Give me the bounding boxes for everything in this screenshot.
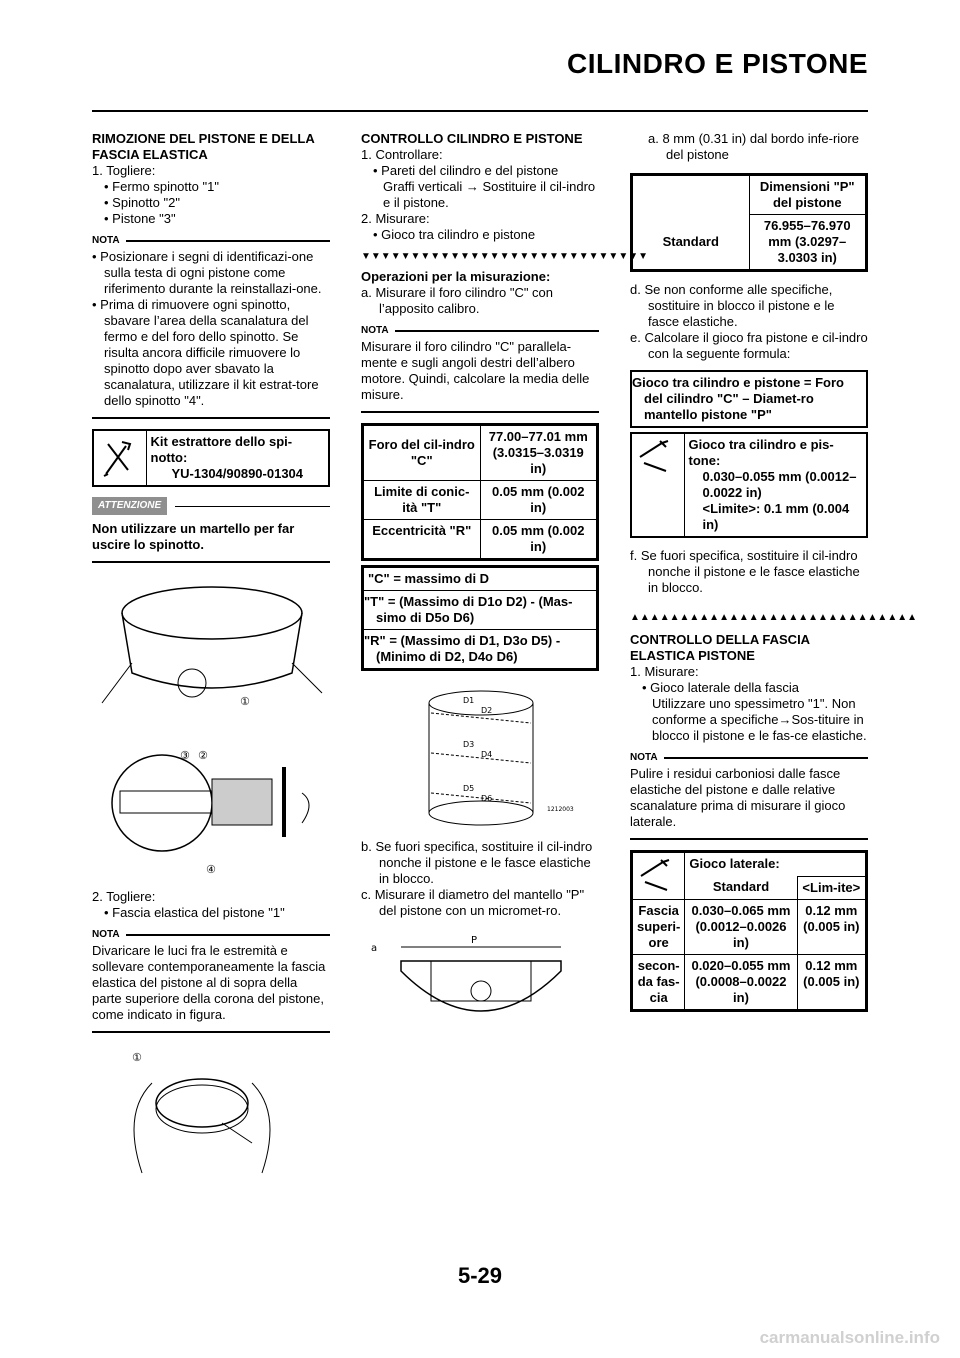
op-c: c. Misurare il diametro del mantello "P" del pistone con un micromet-ro. bbox=[361, 887, 585, 918]
list-item: • Gioco laterale della fascia bbox=[642, 680, 800, 695]
tool-name: Kit estrattore dello spi-notto: bbox=[150, 434, 293, 465]
figure-piston-ring bbox=[92, 1043, 330, 1183]
tool-table bbox=[92, 429, 330, 487]
op-d: d. Se non conforme alle specifiche, sostituire in blocco il pistone e le fasce elastiche. bbox=[630, 282, 835, 329]
clearance-title: Gioco tra cilindro e pis-tone: bbox=[688, 437, 834, 468]
svg-text:①: ① bbox=[240, 695, 250, 708]
nota-text: Misurare il foro cilindro "C" parallela-mente e sugli angoli destri dell’albero motore. Quindi, calcolare la media delle misure. bbox=[361, 339, 590, 402]
divider bbox=[92, 417, 330, 419]
divider bbox=[92, 1031, 330, 1033]
column-middle bbox=[361, 131, 649, 1061]
step-2: 2. Misurare: bbox=[361, 211, 430, 226]
fig-label: D3 bbox=[463, 740, 475, 749]
divider bbox=[92, 561, 330, 563]
triangle-separator: ▲▲▲▲▲▲▲▲▲▲▲▲▲▲▲▲▲▲▲▲▲▲▲▲▲▲▲▲▲ bbox=[630, 612, 918, 623]
svg-text:②: ② bbox=[198, 749, 208, 762]
list-item: • Fascia elastica del pistone "1" bbox=[104, 905, 285, 920]
op-b: b. Se fuori specifica, sostituire il cil-indro nonche il pistone e le fasce elastiche in blocco. bbox=[361, 839, 593, 886]
clearance-table bbox=[630, 432, 868, 538]
column-right bbox=[630, 131, 918, 1012]
fig-code: 1212003 bbox=[547, 806, 574, 813]
table-row: Eccentricità "R" 0.05 mm (0.002 in) bbox=[364, 520, 597, 559]
piston-spec-table bbox=[630, 173, 868, 272]
ops-heading: Operazioni per la misurazione: bbox=[361, 269, 551, 284]
op-f: f. Se fuori specifica, sostituire il cil-indro nonche il pistone e le fasce elastiche in blocco. bbox=[630, 548, 860, 595]
table-row: Dimensioni "P" del pistone bbox=[633, 176, 866, 215]
bore-spec-table bbox=[361, 423, 599, 561]
formula-box: Gioco tra cilindro e pistone = Foro del cilindro "C" – Diamet-ro mantello pistone "P" bbox=[630, 370, 868, 428]
fig-label: D5 bbox=[463, 784, 475, 793]
title-rule bbox=[92, 110, 868, 112]
fig-label: D2 bbox=[481, 706, 493, 715]
divider bbox=[630, 838, 868, 840]
list-item: • Spinotto "2" bbox=[104, 195, 180, 210]
op-a: a. Misurare il foro cilindro "C" con l’apposito calibro. bbox=[361, 285, 554, 316]
list-subtext: Graffi verticali → Sostituire il cil-indro e il pistone. bbox=[383, 179, 596, 210]
caliper-icon bbox=[633, 853, 685, 900]
fig-label: D1 bbox=[463, 696, 475, 705]
figure-micrometer bbox=[361, 931, 599, 1061]
list-item: • Pareti del cilindro e del pistone bbox=[373, 163, 559, 178]
page-title: CILINDRO E PISTONE bbox=[567, 48, 868, 79]
table-row: Foro del cil-indro "C" 77.00–77.01 mm (3.0315–3.0319 in) bbox=[364, 426, 597, 481]
nota-text: Divaricare le luci fra le estremità e sollevare contemporaneamente la fascia elastica del pistone al di sopra della parte superiore della corona del pistone, come indicato in figura. bbox=[92, 943, 326, 1022]
nota-item: • Posizionare i segni di identificazi-one sulla testa di ogni pistone come riferimento durante la reinstallazi-one. bbox=[92, 249, 322, 296]
op-a: a. 8 mm (0.31 in) dal bordo infe-riore del pistone bbox=[648, 131, 859, 162]
step-1: 1. Controllare: bbox=[361, 147, 443, 162]
nota-header: NOTA bbox=[361, 323, 599, 339]
section-heading: CONTROLLO CILINDRO E PISTONE bbox=[361, 131, 583, 146]
table-row: secon-da fas-cia 0.020–0.055 mm (0.0008–0.0022 in) 0.12 mm (0.005 in) bbox=[633, 955, 866, 1010]
fig-label-p: P bbox=[471, 935, 478, 946]
svg-text:④: ④ bbox=[206, 863, 216, 876]
list-subtext: Utilizzare uno spessimetro "1". Non conforme a specifiche→Sos-tituire in blocco il pistone e le fas-ce elastiche. bbox=[652, 696, 867, 743]
tool-code: YU-1304/90890-01304 bbox=[171, 466, 304, 481]
table-row: Limite di conic-ità "T" 0.05 mm (0.002 in) bbox=[364, 481, 597, 520]
caliper-icon bbox=[632, 434, 684, 536]
svg-text:①: ① bbox=[132, 1051, 142, 1064]
nota-item: • Prima di rimuovere ogni spinotto, sbavare l’area della scanalatura del fermo e del foro dello spinotto. Se risulta ancora difficile rimuovere lo spinotto dopo aver sbavato la scanalatura, utilizzare il kit estrat-tore dello spinotto "4". bbox=[92, 297, 319, 408]
fig-label: D6 bbox=[481, 794, 493, 803]
divider bbox=[361, 411, 599, 413]
clearance-value: 0.030–0.055 mm (0.0012–0.0022 in) bbox=[702, 469, 857, 500]
formula-c: "C" = massimo di D bbox=[364, 568, 597, 591]
formula-t: "T" = (Massimo di D1o D2) - (Mas-simo di D5o D6) bbox=[364, 591, 597, 630]
step-2: 2. Togliere: bbox=[92, 889, 156, 904]
step-1: 1. Togliere: bbox=[92, 163, 156, 178]
attention-text: Non utilizzare un martello per far uscire lo spinotto. bbox=[92, 521, 295, 552]
column-left bbox=[92, 131, 330, 1183]
side-title: Gioco laterale: bbox=[685, 853, 866, 877]
table-row: Standard 76.955–76.970 mm (3.0297–3.0303 in) bbox=[633, 215, 866, 270]
figure-cylinder-bore bbox=[361, 683, 599, 833]
op-e: e. Calcolare il gioco fra pistone e cil-indro con la seguente formula: bbox=[630, 330, 868, 361]
footer-watermark: carmanualsonline.info bbox=[759, 1328, 940, 1347]
fig-label: D4 bbox=[481, 750, 493, 759]
section-heading: CONTROLLO DELLA FASCIA ELASTICA PISTONE bbox=[630, 632, 810, 663]
formula-table bbox=[361, 565, 599, 671]
page-number: 5-29 bbox=[457, 1263, 503, 1288]
wrench-icon bbox=[94, 431, 146, 485]
triangle-separator: ▼▼▼▼▼▼▼▼▼▼▼▼▼▼▼▼▼▼▼▼▼▼▼▼▼▼▼▼▼ bbox=[361, 251, 649, 262]
nota-header: NOTA bbox=[92, 233, 330, 249]
section-heading: RIMOZIONE DEL PISTONE E DELLA FASCIA ELASTICA bbox=[92, 131, 315, 162]
figure-piston-pin bbox=[92, 573, 330, 723]
fig-label-a: a bbox=[371, 943, 378, 954]
nota-header: NOTA bbox=[630, 750, 868, 766]
svg-text:③: ③ bbox=[180, 749, 190, 762]
list-item: • Gioco tra cilindro e pistone bbox=[373, 227, 536, 242]
table-row: Fascia superi-ore 0.030–0.065 mm (0.0012–0.0026 in) 0.12 mm (0.005 in) bbox=[633, 900, 866, 955]
list-item: • Fermo spinotto "1" bbox=[104, 179, 219, 194]
attention-header: ATTENZIONE bbox=[92, 497, 330, 515]
clearance-limit: <Limite>: 0.1 mm (0.004 in) bbox=[702, 501, 850, 532]
side-clearance-table: Gioco laterale: Standard <Lim-ite> Fascia superi-ore 0.030–0.065 mm (0.0012–0.0026 in) 0.12 mm (0.005 in) secon-da fas-cia 0.020–0.055 mm (0.0008–0.0022 in) 0.12 mm (0.005 in) bbox=[630, 850, 868, 1012]
figure-pin-extractor bbox=[92, 723, 330, 883]
formula-r: "R" = (Massimo di D1, D3o D5) - (Minimo di D2, D4o D6) bbox=[364, 630, 597, 669]
step-1: 1. Misurare: bbox=[630, 664, 699, 679]
nota-header: NOTA bbox=[92, 927, 330, 943]
list-item: • Pistone "3" bbox=[104, 211, 176, 226]
nota-text: Pulire i residui carboniosi dalle fasce elastiche del pistone e dalle relative scanalature prima di misurare il gioco laterale. bbox=[630, 766, 846, 829]
